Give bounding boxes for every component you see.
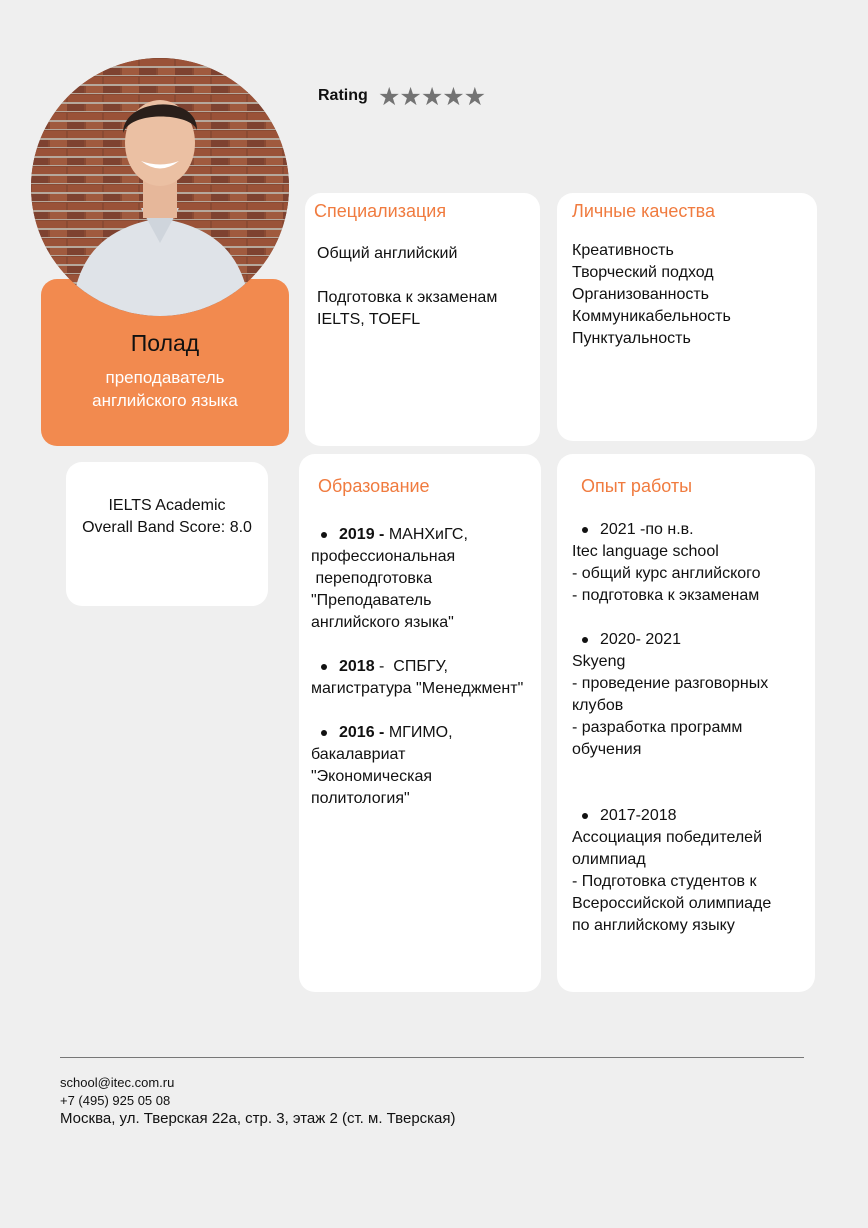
education-title: Образование bbox=[318, 476, 430, 496]
education-line: магистратура "Менеджмент" bbox=[311, 680, 524, 697]
certificate-line-1: IELTS Academic bbox=[108, 497, 226, 514]
bullet-icon bbox=[321, 730, 327, 736]
education-line: английского языка" bbox=[311, 614, 454, 631]
rating-stars-icon: ★★★★★ bbox=[378, 83, 486, 111]
experience-line: - общий курс английского bbox=[572, 565, 761, 582]
experience-line: Skyeng bbox=[572, 653, 626, 670]
quality-item: Организованность bbox=[572, 286, 710, 303]
bullet-icon bbox=[582, 527, 588, 533]
experience-period: 2017-2018 bbox=[572, 805, 812, 827]
experience-line: олимпиад bbox=[572, 851, 646, 868]
experience-line: по английскому языку bbox=[572, 917, 735, 934]
bullet-icon bbox=[582, 637, 588, 643]
education-entry-head: 2016 - МГИМО, bbox=[311, 722, 543, 744]
footer-phone[interactable]: +7 (495) 925 05 08 bbox=[60, 1093, 171, 1108]
rating-label: Rating bbox=[318, 87, 368, 104]
certificate-line-2: Overall Band Score: 8.0 bbox=[82, 519, 252, 536]
qualities-title: Личные качества bbox=[572, 201, 716, 221]
education-line: бакалавриат bbox=[311, 746, 406, 763]
bullet-icon bbox=[321, 532, 327, 538]
education-list bbox=[311, 524, 543, 810]
education-entry-head: 2019 - МАНХиГС, bbox=[311, 524, 543, 546]
experience-line: Ассоциация победителей bbox=[572, 829, 763, 846]
specialization-list bbox=[317, 243, 497, 331]
footer-email[interactable]: school@itec.com.ru bbox=[60, 1075, 175, 1090]
quality-item: Пунктуальность bbox=[572, 330, 691, 347]
bullet-icon bbox=[582, 813, 588, 819]
quality-item: Креативность bbox=[572, 242, 674, 259]
experience-line: клубов bbox=[572, 697, 624, 714]
teacher-role bbox=[41, 366, 289, 412]
role-line-2: английского языка bbox=[92, 391, 238, 410]
specialization-item: Подготовка к экзаменам bbox=[317, 289, 498, 306]
experience-line: обучения bbox=[572, 741, 642, 758]
experience-line: - подготовка к экзаменам bbox=[572, 587, 760, 604]
footer-divider bbox=[60, 1057, 804, 1058]
specialization-item: IELTS, TOEFL bbox=[317, 311, 421, 328]
teacher-name: Полад bbox=[130, 330, 200, 356]
education-line: "Преподаватель bbox=[311, 592, 432, 609]
role-line-1: преподаватель bbox=[105, 368, 225, 387]
education-line: профессиональная bbox=[311, 548, 456, 565]
experience-line: - проведение разговорных bbox=[572, 675, 769, 692]
experience-title: Опыт работы bbox=[581, 476, 693, 496]
specialization-card bbox=[305, 193, 540, 446]
quality-item: Творческий подход bbox=[572, 264, 714, 281]
experience-list bbox=[572, 519, 812, 937]
education-line: политология" bbox=[311, 790, 410, 807]
footer-address: Москва, ул. Тверская 22а, стр. 3, этаж 2 (ст. м. Тверская) bbox=[60, 1110, 456, 1127]
experience-card bbox=[557, 454, 815, 992]
education-line: "Экономическая bbox=[311, 768, 433, 785]
education-card bbox=[299, 454, 541, 992]
experience-period: 2021 -по н.в. bbox=[572, 519, 812, 541]
experience-period: 2020- 2021 bbox=[572, 629, 812, 651]
experience-line: - разработка программ bbox=[572, 719, 743, 736]
specialization-title: Специализация bbox=[314, 201, 447, 221]
experience-line: - Подготовка студентов к bbox=[572, 873, 757, 890]
education-entry-head: 2018 - СПБГУ, bbox=[311, 656, 543, 678]
qualities-card bbox=[557, 193, 817, 441]
quality-item: Коммуникабельность bbox=[572, 308, 731, 325]
profile-photo bbox=[31, 58, 289, 316]
experience-line: Всероссийской олимпиаде bbox=[572, 895, 772, 912]
qualities-list bbox=[572, 240, 731, 350]
specialization-item: Общий английский bbox=[317, 245, 458, 262]
certificate-card bbox=[66, 462, 268, 606]
portrait-image bbox=[31, 58, 289, 316]
education-line: переподготовка bbox=[311, 570, 433, 587]
bullet-icon bbox=[321, 664, 327, 670]
experience-line: Itec language school bbox=[572, 543, 719, 560]
